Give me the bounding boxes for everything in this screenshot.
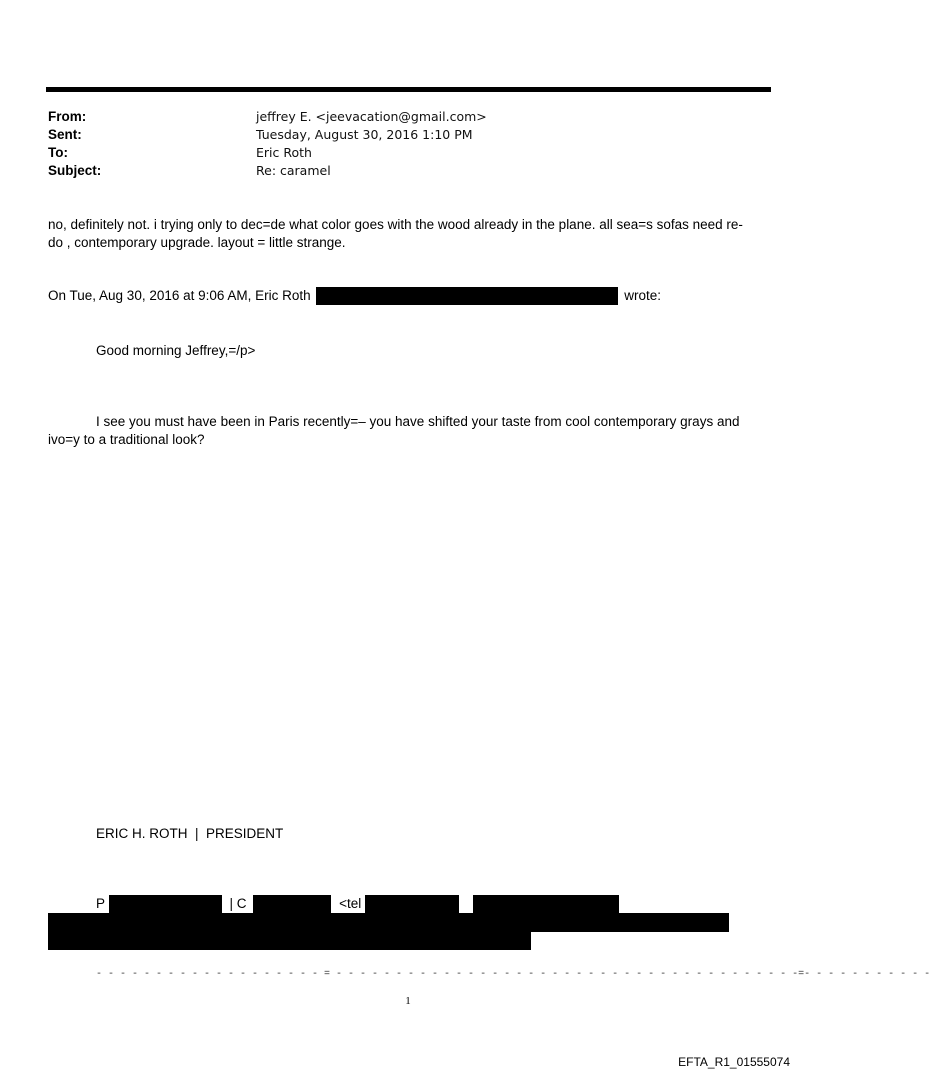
sent-value: Tuesday, August 30, 2016 1:10 PM xyxy=(256,127,473,142)
quoted-paragraph: I see you must have been in Paris recently=– you have shifted your taste from cool contemporary grays and ivo=y to a traditional look? xyxy=(48,414,740,447)
redaction-tel xyxy=(365,895,459,913)
quote-prefix: On Tue, Aug 30, 2016 at 9:06 AM, Eric Roth xyxy=(48,288,311,303)
redaction-contact-extra xyxy=(473,895,619,913)
signature-contact-line xyxy=(96,895,619,913)
from-value: jeffrey E. <jeevacation@gmail.com> xyxy=(256,109,487,124)
sent-label: Sent: xyxy=(48,127,82,142)
signature-name-title: ERIC H. ROTH | PRESIDENT xyxy=(96,826,284,841)
quote-suffix: wrote: xyxy=(624,288,661,303)
redaction-email xyxy=(316,287,618,305)
quoted-greeting: Good morning Jeffrey,=/p> xyxy=(96,343,256,358)
subject-value: Re: caramel xyxy=(256,163,331,178)
quoted-divider: - - - - - - - - - - - - - - - - - - - = - - - - - - - - - - - - - - - - - - - - - - - - - - - - - - - - - - - - - - -=- - - - - - - - - - - xyxy=(96,969,930,980)
redaction-address-line-2 xyxy=(48,932,531,950)
document-id: EFTA_R1_01555074 xyxy=(678,1055,790,1069)
contact-c-label: | C xyxy=(229,896,247,911)
reply-body xyxy=(48,216,772,252)
page-number: 1 xyxy=(405,995,411,1007)
reply-line-1: no, definitely not. i trying only to dec=de what color goes with the wood already in the plane. all sea=s sofas need re- xyxy=(48,217,743,232)
to-label: To: xyxy=(48,145,68,160)
contact-p-label: P xyxy=(96,896,106,911)
reply-line-2: do , contemporary upgrade. layout = little strange. xyxy=(48,235,346,250)
to-value: Eric Roth xyxy=(256,145,312,160)
redaction-phone-c xyxy=(253,895,331,913)
to-row xyxy=(48,144,487,162)
subject-label: Subject: xyxy=(48,163,102,178)
contact-tel-label: <tel xyxy=(339,896,362,911)
subject-row xyxy=(48,162,487,180)
redaction-address-line-1 xyxy=(48,913,729,932)
header-rule xyxy=(46,87,771,92)
from-label: From: xyxy=(48,109,87,124)
email-header xyxy=(48,108,487,180)
from-row xyxy=(48,108,487,126)
sent-row xyxy=(48,126,487,144)
quote-attribution xyxy=(48,287,661,305)
redaction-phone-p xyxy=(109,895,222,913)
